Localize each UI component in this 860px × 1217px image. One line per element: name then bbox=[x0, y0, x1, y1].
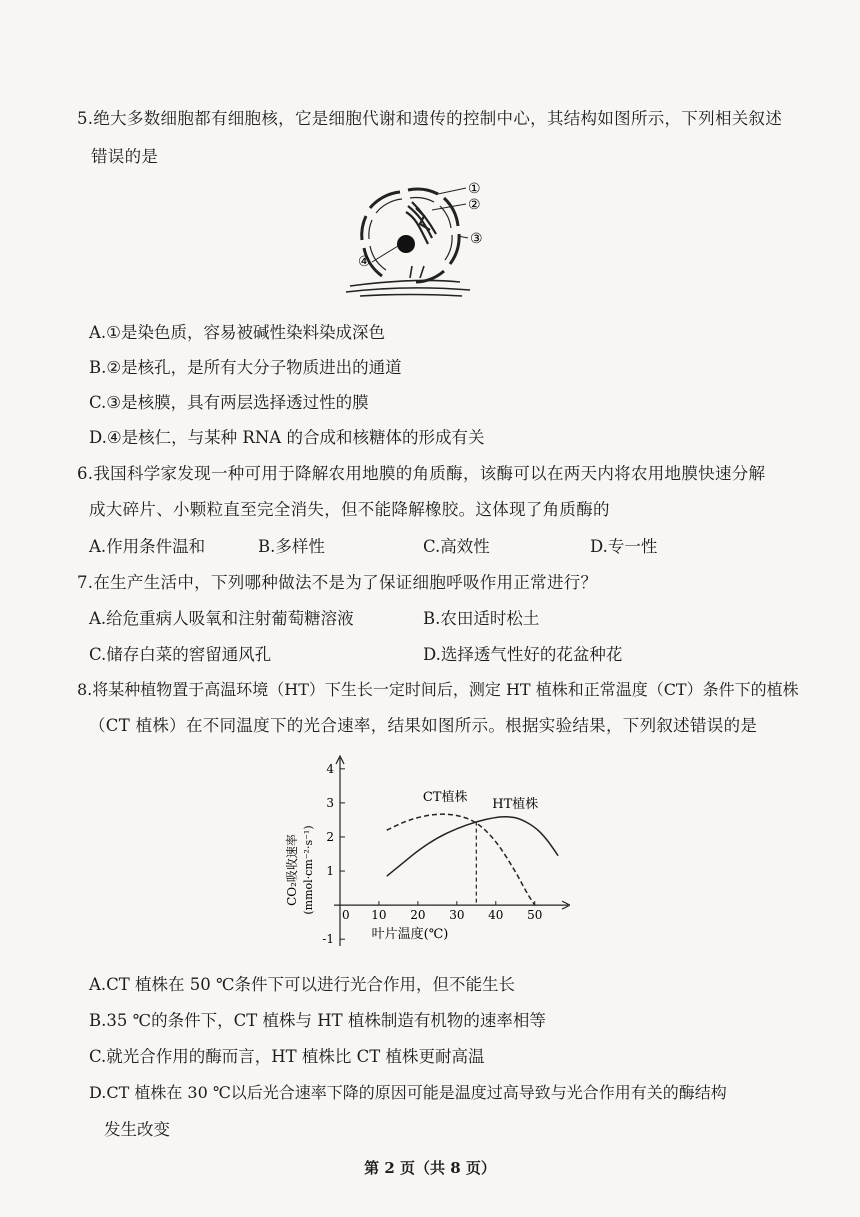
q5-option-c[interactable]: C.③是核膜，具有两层选择透过性的膜 bbox=[89, 393, 369, 412]
x-tick-label: 0 bbox=[342, 908, 350, 923]
y-axis-unit: (mmol·cm⁻²·s⁻¹) bbox=[302, 825, 315, 915]
y-tick-label: -1 bbox=[322, 932, 334, 947]
y-axis-label: CO₂吸收速率 bbox=[285, 834, 299, 906]
q5-option-d[interactable]: D.④是核仁，与某种 RNA 的合成和核糖体的形成有关 bbox=[89, 428, 485, 447]
page-footer: 第 2 页（共 8 页） bbox=[364, 1159, 496, 1177]
q6-option-c[interactable]: C.高效性 bbox=[423, 537, 490, 556]
ct-series-label: CT植株 bbox=[422, 790, 468, 806]
q6-stem-line1: 6.我国科学家发现一种可用于降解农用地膜的角质酶，该酶可以在两天内将农用地膜快速分解 bbox=[77, 464, 766, 483]
x-tick-label: 30 bbox=[449, 908, 465, 923]
nucleus-diagram bbox=[320, 178, 520, 303]
label-2: ② bbox=[468, 197, 481, 213]
ht-series-line bbox=[387, 817, 558, 876]
photosynthesis-rate-chart bbox=[280, 750, 570, 950]
q8-stem-line2: （CT 植株）在不同温度下的光合速率，结果如图所示。根据实验结果，下列叙述错误的是 bbox=[89, 716, 758, 735]
q6-option-a[interactable]: A.作用条件温和 bbox=[89, 537, 206, 556]
q7-option-a[interactable]: A.给危重病人吸氧和注射葡萄糖溶液 bbox=[89, 609, 354, 628]
q7-stem: 7.在生产生活中，下列哪种做法不是为了保证细胞呼吸作用正常进行？ bbox=[77, 573, 598, 592]
q7-option-c[interactable]: C.储存白菜的窖留通风孔 bbox=[89, 645, 272, 664]
label-4: ④ bbox=[358, 254, 371, 270]
y-tick-label: 2 bbox=[326, 829, 334, 844]
q5-option-b[interactable]: B.②是核孔，是所有大分子物质进出的通道 bbox=[89, 358, 402, 377]
q8-stem-line1: 8.将某种植物置于高温环境（HT）下生长一定时间后，测定 HT 植株和正常温度（CT）条件下的植株 bbox=[77, 680, 799, 699]
x-tick-label: 10 bbox=[371, 908, 387, 923]
q7-option-d[interactable]: D.选择透气性好的花盆种花 bbox=[423, 645, 623, 664]
x-tick-label: 20 bbox=[410, 908, 426, 923]
q7-option-b[interactable]: B.农田适时松土 bbox=[423, 609, 540, 628]
q8-option-a[interactable]: A.CT 植株在 50 ℃条件下可以进行光合作用，但不能生长 bbox=[89, 975, 515, 994]
q8-option-d[interactable]: D.CT 植株在 30 ℃以后光合速率下降的原因可能是温度过高导致与光合作用有关的酶结构 bbox=[89, 1083, 727, 1102]
y-tick-label: 1 bbox=[326, 864, 334, 879]
q6-option-b[interactable]: B.多样性 bbox=[258, 537, 325, 556]
q6-option-d[interactable]: D.专一性 bbox=[590, 537, 658, 556]
x-tick-label: 50 bbox=[527, 908, 543, 923]
q5-stem-line2: 错误的是 bbox=[91, 147, 159, 166]
label-1: ① bbox=[468, 181, 481, 197]
x-axis-label: 叶片温度(℃) bbox=[371, 927, 449, 942]
q6-stem-line2: 成大碎片、小颗粒直至完全消失，但不能降解橡胶。这体现了角质酶的 bbox=[89, 500, 610, 519]
ht-series-label: HT植株 bbox=[492, 797, 539, 812]
x-tick-label: 40 bbox=[488, 908, 504, 923]
y-tick-label: 4 bbox=[326, 761, 334, 776]
q8-option-c[interactable]: C.就光合作用的酶而言，HT 植株比 CT 植株更耐高温 bbox=[89, 1047, 485, 1066]
y-tick-label: 3 bbox=[326, 795, 334, 810]
q8-option-d-line2: 发生改变 bbox=[104, 1120, 170, 1139]
q5-option-a[interactable]: A.①是染色质，容易被碱性染料染成深色 bbox=[89, 323, 385, 342]
q8-option-b[interactable]: B.35 ℃的条件下，CT 植株与 HT 植株制造有机物的速率相等 bbox=[89, 1011, 546, 1030]
q5-stem-line1: 5.绝大多数细胞都有细胞核，它是细胞代谢和遗传的控制中心，其结构如图所示，下列相关叙述 bbox=[77, 109, 783, 128]
label-3: ③ bbox=[470, 231, 483, 247]
